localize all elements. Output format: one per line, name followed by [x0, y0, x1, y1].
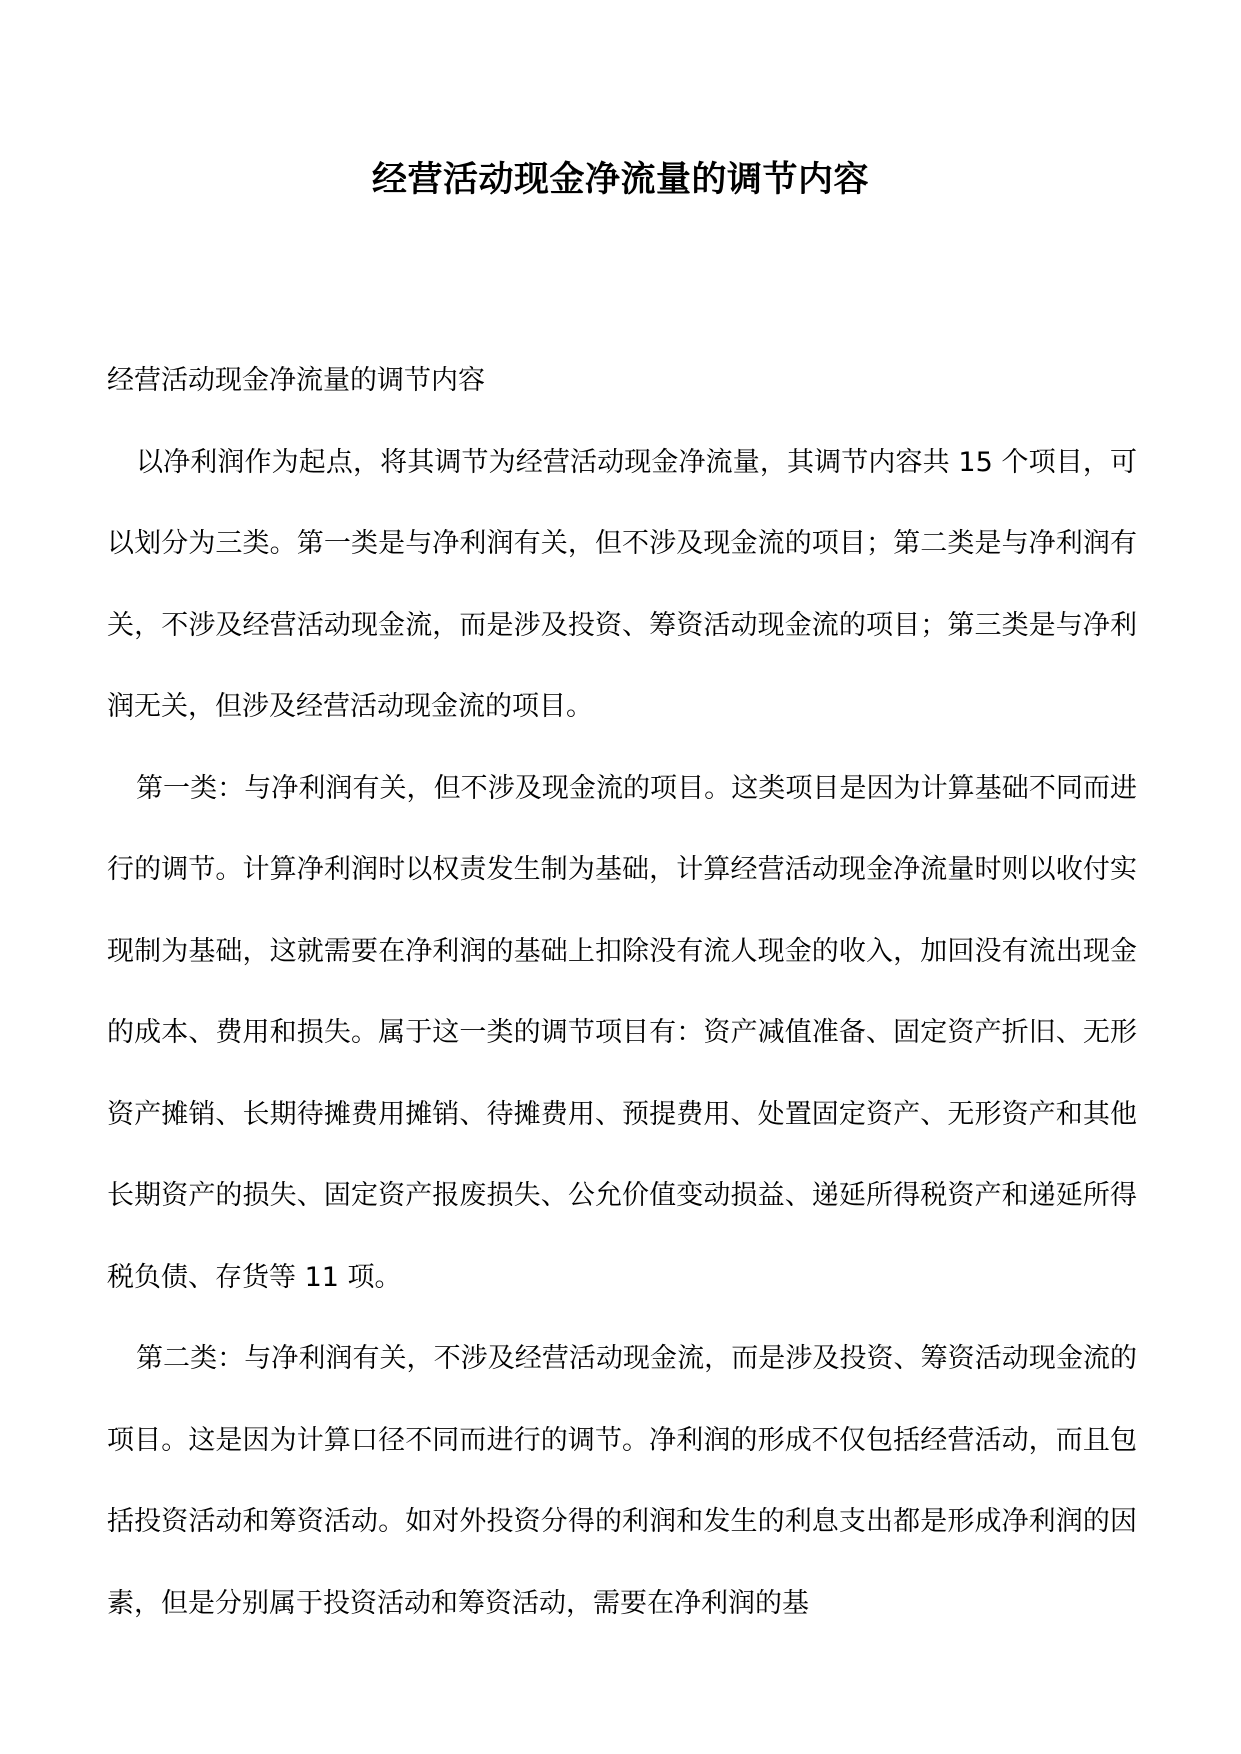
paragraph-category-one: 第一类：与净利润有关，但不涉及现金流的项目。这类项目是因为计算基础不同而进行的调节。计算净利润时以权责发生制为基础，计算经营活动现金净流量时则以收付实现制为基础，这就需要在净利润的基础上扣除没有流人现金的收入，加回没有流出现金的成本、费用和损失。属于这一类的调节项目有：资产减值准备、固定资产折旧、无形资产摊销、长期待摊费用摊销、待摊费用、预提费用、处置固定资产、无形资产和其他长期资产的损失、固定资产报废损失、公允价值变动损益、递延所得税资产和递延所得税负债、存货等 11 项。	[107, 772, 1137, 1293]
document-body	[107, 340, 1137, 1644]
paragraph-overview: 以净利润作为起点，将其调节为经营活动现金净流量，其调节内容共 15 个项目，可以划分为三类。第一类是与净利润有关，但不涉及现金流的项目；第二类是与净利润有关，不涉及经营活动现金流，而是涉及投资、筹资活动现金流的项目；第三类是与净利润无关，但涉及经营活动现金流的项目。	[107, 446, 1137, 722]
paragraph-category-two: 第二类：与净利润有关，不涉及经营活动现金流，而是涉及投资、筹资活动现金流的项目。这是因为计算口径不同而进行的调节。净利润的形成不仅包括经营活动，而且包括投资活动和筹资活动。如对外投资分得的利润和发生的利息支出都是形成净利润的因素，但是分别属于投资活动和筹资活动，需要在净利润的基	[107, 1343, 1137, 1619]
document-title: 经营活动现金净流量的调节内容	[371, 160, 869, 200]
document-subtitle: 经营活动现金净流量的调节内容	[107, 365, 485, 396]
